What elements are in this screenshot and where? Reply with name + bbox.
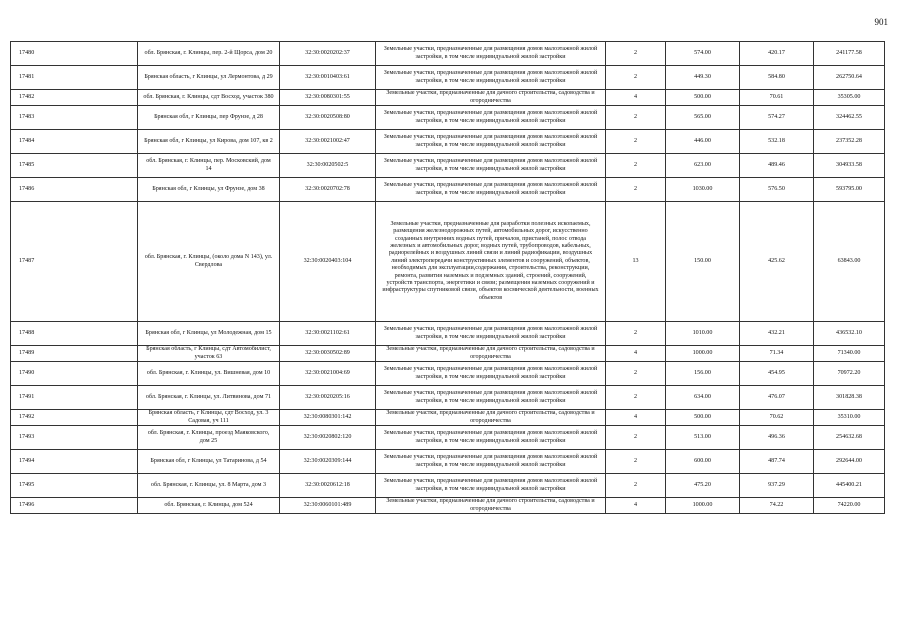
land-use-cell: Земельные участки, предназначенные для размещения домов малоэтажной жилой застройки, в том числе индивидуальной жилой застройки bbox=[376, 386, 606, 410]
cadastral-number-cell: 32:30:0030502:89 bbox=[280, 346, 376, 362]
table-row bbox=[11, 202, 885, 322]
category-code-cell: 2 bbox=[606, 450, 666, 474]
area-cell: 623.00 bbox=[666, 154, 740, 178]
cadastral-value-cell: 292644.00 bbox=[814, 450, 885, 474]
cadastral-number-cell: 32:30:0020702:78 bbox=[280, 178, 376, 202]
specific-value-cell: 937.29 bbox=[740, 474, 814, 498]
land-use-cell: Земельные участки, предназначенные для размещения домов малоэтажной жилой застройки, в том числе индивидуальной жилой застройки bbox=[376, 66, 606, 90]
cadastral-value-cell: 71340.00 bbox=[814, 346, 885, 362]
cadastral-number-cell: 32:30:0010403:61 bbox=[280, 66, 376, 90]
category-code-cell: 2 bbox=[606, 426, 666, 450]
table-row bbox=[11, 450, 885, 474]
category-code-cell: 2 bbox=[606, 130, 666, 154]
table-row bbox=[11, 66, 885, 90]
category-code-cell: 4 bbox=[606, 410, 666, 426]
address-cell: обл. Брянская, г. Клинцы, дом 524 bbox=[138, 498, 280, 514]
address-cell: Брянская обл, г Клинцы, ул Кирова, дом 107, кв 2 bbox=[138, 130, 280, 154]
area-cell: 574.00 bbox=[666, 42, 740, 66]
area-cell: 500.00 bbox=[666, 90, 740, 106]
cadastral-number-cell: 32:30:0020612:18 bbox=[280, 474, 376, 498]
area-cell: 1030.00 bbox=[666, 178, 740, 202]
address-cell: Брянская обл, г Клинцы, пер Фрунзе, д 28 bbox=[138, 106, 280, 130]
specific-value-cell: 420.17 bbox=[740, 42, 814, 66]
row-id-cell: 17490 bbox=[11, 362, 138, 386]
specific-value-cell: 576.50 bbox=[740, 178, 814, 202]
address-cell: обл. Брянская, г. Клинцы, пер. 2-й Щорса, дом 20 bbox=[138, 42, 280, 66]
table-row bbox=[11, 42, 885, 66]
address-cell: обл. Брянская, г. Клинцы, (около дома N 143), ул. Свердлова bbox=[138, 202, 280, 322]
row-id-cell: 17491 bbox=[11, 386, 138, 410]
land-use-cell: Земельные участки, предназначенные для размещения домов малоэтажной жилой застройки, в том числе индивидуальной жилой застройки bbox=[376, 426, 606, 450]
address-cell: Брянская область, г Клинцы, ул Лермонтова, д 29 bbox=[138, 66, 280, 90]
address-cell: Брянская область, г Клинцы, сдт Восход, ул. 3 Садовая, уч 111 bbox=[138, 410, 280, 426]
area-cell: 600.00 bbox=[666, 450, 740, 474]
specific-value-cell: 70.61 bbox=[740, 90, 814, 106]
area-cell: 150.00 bbox=[666, 202, 740, 322]
row-id-cell: 17480 bbox=[11, 42, 138, 66]
land-use-cell: Земельные участки, предназначенные для размещения домов малоэтажной жилой застройки, в том числе индивидуальной жилой застройки bbox=[376, 450, 606, 474]
cadastral-number-cell: 32:30:0020502:5 bbox=[280, 154, 376, 178]
category-code-cell: 4 bbox=[606, 498, 666, 514]
cadastral-number-cell: 32:30:0021102:61 bbox=[280, 322, 376, 346]
land-use-cell: Земельные участки, предназначенные для дачного строительства, садоводства и огородничества bbox=[376, 410, 606, 426]
row-id-cell: 17487 bbox=[11, 202, 138, 322]
address-cell: Брянская область, г Клинцы, сдт Автомобилист, участок 63 bbox=[138, 346, 280, 362]
table-row bbox=[11, 178, 885, 202]
specific-value-cell: 454.95 bbox=[740, 362, 814, 386]
specific-value-cell: 574.27 bbox=[740, 106, 814, 130]
category-code-cell: 2 bbox=[606, 66, 666, 90]
cadastral-value-cell: 262750.64 bbox=[814, 66, 885, 90]
specific-value-cell: 74.22 bbox=[740, 498, 814, 514]
cadastral-value-cell: 35310.00 bbox=[814, 410, 885, 426]
row-id-cell: 17485 bbox=[11, 154, 138, 178]
specific-value-cell: 584.80 bbox=[740, 66, 814, 90]
category-code-cell: 4 bbox=[606, 90, 666, 106]
address-cell: обл. Брянская, г. Клинцы, ул. 8 Марта, дом 3 bbox=[138, 474, 280, 498]
row-id-cell: 17481 bbox=[11, 66, 138, 90]
specific-value-cell: 489.46 bbox=[740, 154, 814, 178]
category-code-cell: 2 bbox=[606, 42, 666, 66]
cadastral-value-cell: 35305.00 bbox=[814, 90, 885, 106]
address-cell: Брянская обл, г Клинцы, ул Молодежная, дом 15 bbox=[138, 322, 280, 346]
cadastral-number-cell: 32:30:0020202:37 bbox=[280, 42, 376, 66]
area-cell: 1010.00 bbox=[666, 322, 740, 346]
specific-value-cell: 425.62 bbox=[740, 202, 814, 322]
cadastral-value-cell: 304933.58 bbox=[814, 154, 885, 178]
row-id-cell: 17493 bbox=[11, 426, 138, 450]
specific-value-cell: 496.36 bbox=[740, 426, 814, 450]
table-row bbox=[11, 386, 885, 410]
land-use-cell: Земельные участки, предназначенные для разработки полезных ископаемых, размещения железнодорожных путей, автомобильных дорог, искусственно созданных внутренних водных путей, причалов, пристаней, полос отвода железных и автомобильных дорог, водных путей, трубопроводов, кабельных, радиорелейных и воздушных линий связи и линий радиофикации, воздушных линий электропередачи конструктивных элементов и сооружений, объектов, необходимых для эксплуатации,содержания, строительства, реконструкции, ремонта, развития наземных и подземных зданий, строений, сооружений, устройств транспорта, энергетики и связи; размещения наземных сооружений и инфраструктуры спутниковой связи, объектов космической деятельности, военных объектов bbox=[376, 202, 606, 322]
land-use-cell: Земельные участки, предназначенные для размещения домов малоэтажной жилой застройки, в том числе индивидуальной жилой застройки bbox=[376, 154, 606, 178]
specific-value-cell: 487.74 bbox=[740, 450, 814, 474]
category-code-cell: 2 bbox=[606, 178, 666, 202]
category-code-cell: 13 bbox=[606, 202, 666, 322]
cadastral-number-cell: 32:30:0080301:142 bbox=[280, 410, 376, 426]
area-cell: 500.00 bbox=[666, 410, 740, 426]
specific-value-cell: 532.18 bbox=[740, 130, 814, 154]
area-cell: 634.00 bbox=[666, 386, 740, 410]
cadastral-number-cell: 32:30:0020403:104 bbox=[280, 202, 376, 322]
address-cell: обл. Брянская, г. Клинцы, ул. Литвинова, дом 71 bbox=[138, 386, 280, 410]
land-use-cell: Земельные участки, предназначенные для дачного строительства, садоводства и огородничества bbox=[376, 346, 606, 362]
land-use-cell: Земельные участки, предназначенные для размещения домов малоэтажной жилой застройки, в том числе индивидуальной жилой застройки bbox=[376, 178, 606, 202]
cadastral-value-cell: 254632.68 bbox=[814, 426, 885, 450]
address-cell: обл. Брянская, г. Клинцы, пер. Московский, дом 14 bbox=[138, 154, 280, 178]
land-use-cell: Земельные участки, предназначенные для размещения домов малоэтажной жилой застройки, в том числе индивидуальной жилой застройки bbox=[376, 474, 606, 498]
cadastral-value-cell: 445400.21 bbox=[814, 474, 885, 498]
cadastral-number-cell: 32:30:0080301:55 bbox=[280, 90, 376, 106]
table-row bbox=[11, 130, 885, 154]
table-row bbox=[11, 322, 885, 346]
category-code-cell: 2 bbox=[606, 106, 666, 130]
cadastral-value-cell: 70972.20 bbox=[814, 362, 885, 386]
area-cell: 1000.00 bbox=[666, 498, 740, 514]
category-code-cell: 2 bbox=[606, 474, 666, 498]
table-row bbox=[11, 498, 885, 514]
area-cell: 156.00 bbox=[666, 362, 740, 386]
cadastral-number-cell: 32:30:0021002:47 bbox=[280, 130, 376, 154]
row-id-cell: 17496 bbox=[11, 498, 138, 514]
category-code-cell: 2 bbox=[606, 322, 666, 346]
table-row bbox=[11, 90, 885, 106]
address-cell: обл. Брянская, г. Клинцы, сдт Восход, участок 380 bbox=[138, 90, 280, 106]
cadastral-number-cell: 32:30:0021004:69 bbox=[280, 362, 376, 386]
page-number: 901 bbox=[874, 17, 888, 27]
cadastral-number-cell: 32:30:0020205:16 bbox=[280, 386, 376, 410]
cadastral-value-cell: 436532.10 bbox=[814, 322, 885, 346]
specific-value-cell: 432.21 bbox=[740, 322, 814, 346]
cadastral-value-cell: 74220.00 bbox=[814, 498, 885, 514]
address-cell: Брянская обл, г Клинцы, ул Татаринова, д 54 bbox=[138, 450, 280, 474]
cadastral-value-cell: 593795.00 bbox=[814, 178, 885, 202]
table-row bbox=[11, 410, 885, 426]
land-use-cell: Земельные участки, предназначенные для размещения домов малоэтажной жилой застройки, в том числе индивидуальной жилой застройки bbox=[376, 362, 606, 386]
row-id-cell: 17492 bbox=[11, 410, 138, 426]
table-row bbox=[11, 106, 885, 130]
category-code-cell: 2 bbox=[606, 362, 666, 386]
row-id-cell: 17489 bbox=[11, 346, 138, 362]
category-code-cell: 2 bbox=[606, 154, 666, 178]
address-cell: обл. Брянская, г. Клинцы, ул. Вишневая, дом 10 bbox=[138, 362, 280, 386]
land-use-cell: Земельные участки, предназначенные для дачного строительства, садоводства и огородничества bbox=[376, 90, 606, 106]
table-row bbox=[11, 362, 885, 386]
cadastral-number-cell: 32:30:0020508:80 bbox=[280, 106, 376, 130]
cadastral-value-cell: 301828.38 bbox=[814, 386, 885, 410]
cadastral-value-cell: 324462.55 bbox=[814, 106, 885, 130]
area-cell: 446.00 bbox=[666, 130, 740, 154]
area-cell: 1000.00 bbox=[666, 346, 740, 362]
row-id-cell: 17483 bbox=[11, 106, 138, 130]
cadastral-number-cell: 32:30:0020309:144 bbox=[280, 450, 376, 474]
area-cell: 565.00 bbox=[666, 106, 740, 130]
table-row bbox=[11, 346, 885, 362]
row-id-cell: 17488 bbox=[11, 322, 138, 346]
row-id-cell: 17495 bbox=[11, 474, 138, 498]
cadastral-number-cell: 32:30:0020802:120 bbox=[280, 426, 376, 450]
address-cell: обл. Брянская, г. Клинцы, проезд Маяковского, дом 25 bbox=[138, 426, 280, 450]
table-row bbox=[11, 474, 885, 498]
specific-value-cell: 70.62 bbox=[740, 410, 814, 426]
row-id-cell: 17494 bbox=[11, 450, 138, 474]
specific-value-cell: 476.07 bbox=[740, 386, 814, 410]
cadastral-value-cell: 63843.00 bbox=[814, 202, 885, 322]
row-id-cell: 17482 bbox=[11, 90, 138, 106]
category-code-cell: 2 bbox=[606, 386, 666, 410]
address-cell: Брянская обл, г Клинцы, ул Фрунзе, дом 38 bbox=[138, 178, 280, 202]
land-use-cell: Земельные участки, предназначенные для размещения домов малоэтажной жилой застройки, в том числе индивидуальной жилой застройки bbox=[376, 42, 606, 66]
category-code-cell: 4 bbox=[606, 346, 666, 362]
table-row bbox=[11, 154, 885, 178]
area-cell: 513.00 bbox=[666, 426, 740, 450]
land-use-cell: Земельные участки, предназначенные для размещения домов малоэтажной жилой застройки, в том числе индивидуальной жилой застройки bbox=[376, 130, 606, 154]
cadastral-value-cell: 237352.28 bbox=[814, 130, 885, 154]
land-use-cell: Земельные участки, предназначенные для дачного строительства, садоводства и огородничества bbox=[376, 498, 606, 514]
land-use-cell: Земельные участки, предназначенные для размещения домов малоэтажной жилой застройки, в том числе индивидуальной жилой застройки bbox=[376, 322, 606, 346]
specific-value-cell: 71.34 bbox=[740, 346, 814, 362]
table-row bbox=[11, 426, 885, 450]
row-id-cell: 17486 bbox=[11, 178, 138, 202]
land-use-cell: Земельные участки, предназначенные для размещения домов малоэтажной жилой застройки, в том числе индивидуальной жилой застройки bbox=[376, 106, 606, 130]
cadastral-value-cell: 241177.58 bbox=[814, 42, 885, 66]
row-id-cell: 17484 bbox=[11, 130, 138, 154]
area-cell: 449.30 bbox=[666, 66, 740, 90]
cadastral-number-cell: 32:30:0060101:489 bbox=[280, 498, 376, 514]
cadastral-value-table bbox=[10, 41, 885, 514]
area-cell: 475.20 bbox=[666, 474, 740, 498]
